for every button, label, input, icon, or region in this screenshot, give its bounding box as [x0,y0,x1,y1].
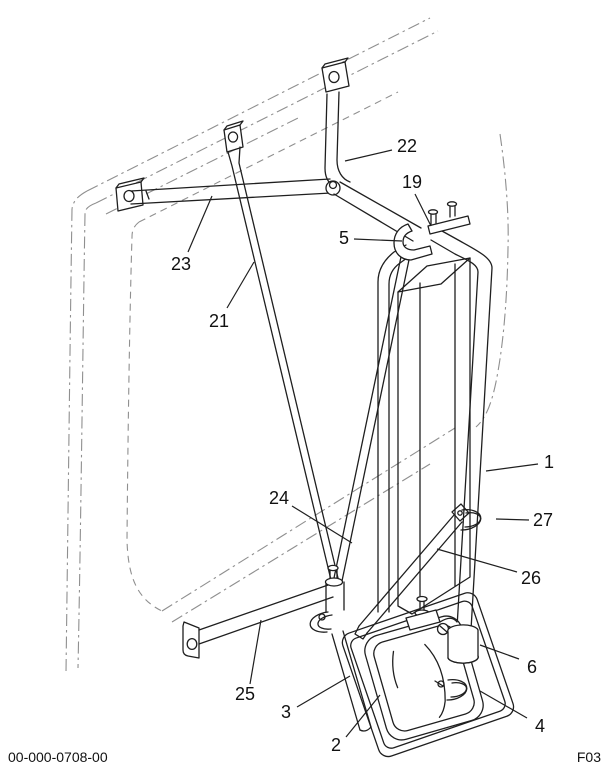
mirror-head [398,258,470,614]
callout-label-21: 21 [208,311,230,331]
callout-label-22: 22 [396,136,418,156]
upper-bracket-right [322,58,349,92]
callout-leader-6 [480,645,519,659]
arm-left-edge [325,94,334,186]
callout-label-1: 1 [543,452,555,472]
callout-leader-25 [250,620,261,684]
cab-phantom-outline [66,18,508,672]
joint-bolt-head [328,565,338,570]
callout-leader-21 [227,262,254,308]
sleeve-body [448,625,478,663]
door-rear-edge [476,134,508,427]
a-pillar-right [78,214,85,668]
upper-arm-23 [131,179,331,204]
callout-label-3: 3 [280,702,292,722]
arm-top-edge [131,179,330,191]
doc-number: 00-000-0708-00 [8,749,108,765]
joint-clamp [310,612,332,632]
callout-label-27: 27 [532,510,554,530]
arm-right-edge [337,92,350,182]
arm-end-bracket [183,622,199,658]
bolt-b-head [448,202,457,206]
callout-label-5: 5 [338,228,350,248]
callout-leader-1 [486,464,538,471]
callout-leader-19 [415,194,431,226]
callout-label-24: 24 [268,488,290,508]
callout-label-23: 23 [170,254,192,274]
sleeve-6 [448,625,478,663]
callout-layer [171,136,554,755]
arm-top-edge [199,584,331,630]
joint-washer [326,578,343,586]
pivot-joint-upper [326,181,340,195]
figure-code: F03 [576,749,601,765]
callout-label-2: 2 [330,735,342,755]
bolt-a-head [429,210,438,214]
a-pillar-left [66,209,72,672]
mount-plate-19 [428,202,470,234]
a-pillar-corner [72,191,96,214]
callout-leader-27 [496,519,529,520]
window-bottom-edge-2 [172,464,430,622]
head-clamp-5 [394,224,432,260]
arm-bottom-edge [199,597,333,644]
roof-line-inner [96,31,438,203]
callout-label-6: 6 [526,657,538,677]
arm-bottom-edge [131,193,331,204]
window-top-edge [139,92,398,222]
rear-arm-22 [325,92,350,186]
callout-leader-23 [188,196,212,252]
window-left-edge [127,222,162,611]
bracket-bolt-head [417,597,427,602]
callout-leader-26 [437,549,517,572]
head-outline [398,258,470,614]
diagonal-tube-21 [228,147,338,580]
upper-bracket-left [116,178,144,211]
callout-leader-22 [345,150,392,161]
bracket-plate [322,62,349,92]
callout-label-25: 25 [234,684,256,704]
brace-edges [359,515,462,633]
roof-line-outer [87,18,430,191]
callout-label-19: 19 [401,172,423,192]
tube-edge [228,147,338,580]
strut-end [360,727,371,731]
callout-label-26: 26 [520,568,542,588]
clamp-strap [394,224,432,260]
plate [428,216,470,234]
callout-leader-3 [297,676,350,707]
callout-label-4: 4 [534,716,546,736]
callout-leader-4 [480,691,527,718]
bracket-plate [116,182,143,211]
